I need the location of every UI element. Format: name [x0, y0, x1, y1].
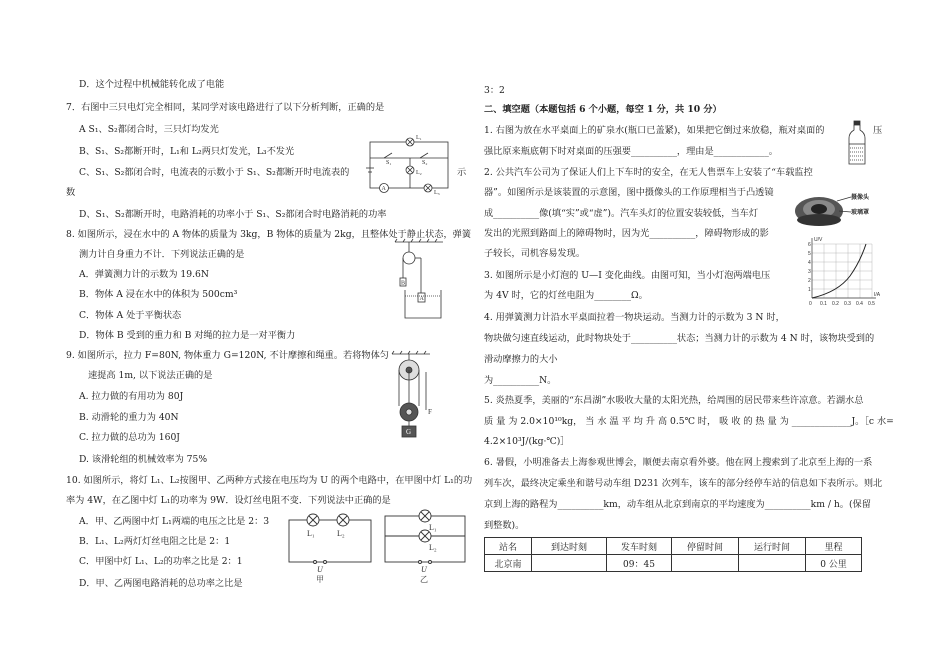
graph-y-tick-4: 4	[808, 260, 811, 266]
q10-yi-label-l1: L₁	[429, 523, 437, 532]
q8-option-b: B．物体 A 浸在水中的体积为 500cm³	[79, 289, 238, 300]
q8-spring-pulley-diagram	[393, 238, 453, 323]
q7-option-b: B、S₁、S₂都断开时，L₁和 L₂两只灯发光，L₃不发光	[79, 146, 295, 157]
table-header: 到达时刻	[532, 538, 607, 555]
q10-jia-label-l2: L₂	[337, 529, 345, 538]
q9-pulley-system-diagram	[390, 350, 440, 440]
q6-option-d: D．这个过程中机械能转化成了电能	[79, 79, 225, 90]
q8-stem-cont: 测力计自身重力不计．下列说法正确的是	[79, 249, 245, 260]
q9-option-d: D. 该滑轮组的机械效率为 75%	[79, 454, 208, 465]
fill-q1-line2: 强比原来瓶底朝下时对桌面的压强要__________，理由是____________。	[484, 146, 778, 157]
fill-q6-line4: 到整数)。	[484, 520, 525, 531]
q10-option-d-answer: 3：2	[484, 85, 505, 96]
graph-x-axis-label: I/A	[874, 292, 880, 298]
q9-stem-cont: 速提高 1m, 以下说法正确的是	[88, 370, 213, 381]
q10-option-d: D．甲、乙两图电路消耗的总功率之比是	[79, 578, 243, 589]
table-header: 停留时间	[672, 538, 739, 555]
q7-option-a: A S₁、S₂都闭合时，三只灯均发光	[79, 124, 219, 135]
q7-label-l3: L₃	[434, 190, 440, 196]
fill-q3-line2: 为 4V 时，它的灯丝电阻为________Ω。	[484, 290, 648, 301]
graph-y-tick-2: 2	[808, 278, 811, 284]
bus-camera-figure	[793, 187, 875, 237]
q9-label-f: F	[428, 408, 432, 416]
q8-stem: 8. 如图所示，浸在水中的 A 物体的质量为 3kg，B 物体的质量为 2kg，且整体处于静止状态，弹簧	[66, 229, 472, 240]
graph-y-tick-3: 3	[808, 269, 811, 275]
q8-label-b: B	[401, 280, 406, 287]
q7-label-ammeter: A	[381, 186, 386, 192]
table-cell: 0 公里	[806, 555, 862, 572]
q9-stem: 9. 如图所示，拉力 F=80N, 物体重力 G=120N, 不计摩擦和绳重。若将物体匀	[66, 350, 389, 361]
table-cell: 09：45	[607, 555, 672, 572]
fill-q2-line4: 发出的光照到路面上的障碍物时，因为光__________，障碍物形成的影	[484, 228, 769, 239]
q10-circuit-diagrams	[285, 508, 475, 583]
graph-x-tick-5: 0.5	[868, 301, 875, 307]
camera-label: 摄像头	[851, 195, 870, 201]
graph-y-axis-label: U/V	[814, 237, 823, 243]
q7-option-c-cont: 数	[66, 187, 76, 198]
section-2-title: 二、填空题（本题包括 6 个小题，每空 1 分，共 10 分）	[484, 104, 722, 115]
table-header: 运行时间	[739, 538, 806, 555]
q7-circuit-diagram	[360, 130, 455, 200]
q7-option-d: D、S₁、S₂都断开时，电路消耗的功率小于 S₁、S₂都闭合时电路消耗的功率	[79, 209, 387, 220]
q7-label-l1: L₁	[416, 135, 422, 141]
fill-q6-line3: 京到上海的路程为__________km，动车组从北京到南京的平均速度为__________km / h。(保留	[484, 499, 871, 510]
fill-q1-line1: 1. 右图为放在水平桌面上的矿泉水(瓶口已盖紧)，如果把它倒过来放稳，瓶对桌面的	[484, 125, 825, 136]
q10-jia-label: 甲	[316, 575, 324, 583]
fill-q2-line2: 器”。如图所示是该装置的示意图，图中摄像头的工作原理相当于凸透镜	[484, 187, 774, 198]
table-header: 发车时刻	[607, 538, 672, 555]
graph-x-tick-2: 0.2	[832, 301, 839, 307]
fill-q4-line2: 物块做匀速直线运动，此时物块处于__________状态；当测力计的示数为 4 N 时，该物块受到的	[484, 333, 875, 344]
q10-yi-label-l2: L₂	[429, 543, 437, 552]
q9-option-c: C. 拉力做的总功为 160J	[79, 432, 180, 443]
q7-option-c-end: 示	[457, 167, 467, 178]
fill-q6-line2: 列车次，最终决定乘坐和谐号动车组 D231 次列车，该车的部分经停车站的信息如下表所示。则北	[484, 478, 883, 489]
q7-label-s1: S₁	[386, 160, 392, 166]
q8-option-c: C．物体 A 处于平衡状态	[79, 310, 182, 321]
table-header-row	[485, 538, 862, 555]
q8-option-a: A．弹簧测力计的示数为 19.6N	[79, 269, 209, 280]
fill-q3-line1: 3. 如图所示是小灯泡的 U—I 变化曲线。由图可知，当小灯泡两端电压	[484, 270, 771, 281]
fill-q2-line1: 2. 公共汽车公司为了保证人们上下车时的安全，在无人售票车上安装了“车载监控	[484, 167, 813, 178]
q10-option-a: A．甲、乙两图中灯 L₁两端的电压之比是 2：3	[79, 516, 270, 527]
table-row	[485, 555, 862, 572]
q7-stem: 7．右图中三只电灯完全相同，某同学对该电路进行了以下分析判断，正确的是	[66, 102, 385, 113]
fill-q2-line5: 子较长，司机容易发现。	[484, 248, 586, 259]
q9-option-a: A. 拉力做的有用功为 80J	[79, 391, 184, 402]
table-cell	[672, 555, 739, 572]
q10-option-c: C．甲图中灯 L₁、L₂的功率之比是 2：1	[79, 556, 243, 567]
q10-jia-label-u: U	[317, 565, 323, 574]
q10-yi-label: 乙	[420, 575, 428, 583]
bulb-u-i-graph	[798, 236, 880, 308]
graph-x-tick-0: 0	[809, 301, 812, 307]
q8-option-d: D．物体 B 受到的重力和 B 对绳的拉力是一对平衡力	[79, 330, 296, 341]
table-header: 里程	[806, 538, 862, 555]
fill-q1-line1-end: 压	[873, 125, 883, 136]
q7-label-s2: S₂	[422, 160, 428, 166]
fill-q4-line4: 为__________N。	[484, 375, 557, 386]
fill-q4-line3: 滑动摩擦力的大小	[484, 354, 558, 365]
fill-q5-line2: 质 量 为 2.0×10¹⁰kg， 当 水 温 平 均 升 高 0.5℃ 时， 吸 收 的 热 量 为 _____________J。［c 水=	[484, 416, 894, 427]
q10-yi-label-u: U	[421, 565, 427, 574]
water-bottle-figure	[846, 120, 868, 165]
q7-label-l2: L₂	[416, 170, 422, 176]
train-schedule-table	[484, 537, 862, 572]
fill-q5-line3: 4.2×10³J/(kg·℃)］	[484, 436, 570, 447]
q8-label-a: A	[419, 296, 424, 302]
fill-q2-line3: 成__________像(填“实”或“虚”)。汽车头灯的位置安装较低，当车灯	[484, 208, 759, 219]
table-cell: 北京南	[485, 555, 532, 572]
glass-cover-label: 玻璃罩	[851, 210, 870, 216]
q9-label-g: G	[406, 428, 412, 436]
q10-stem: 10. 如图所示，将灯 L₁、L₂按图甲、乙两种方式接在电压均为 U 的两个电路中，在甲图中灯 L₁的功	[66, 475, 473, 486]
fill-q6-line1: 6. 暑假，小明准备去上海参观世博会，顺便去南京看外婆。他在网上搜索到了北京至上海的一系	[484, 457, 873, 468]
graph-x-tick-3: 0.3	[844, 301, 851, 307]
graph-x-tick-4: 0.4	[856, 301, 863, 307]
q10-stem-cont: 率为 4W，在乙图中灯 L₁的功率为 9W．设灯丝电阻不变．下列说法中正确的是	[66, 495, 391, 506]
q7-option-c: C、S₁、S₂都闭合时，电流表的示数小于 S₁、S₂都断开时电流表的	[79, 167, 350, 178]
table-header: 站名	[485, 538, 532, 555]
graph-y-tick-1: 1	[808, 287, 811, 293]
fill-q4-line1: 4. 用弹簧测力计沿水平桌面拉着一物块运动。当测力计的示数为 3 N 时，	[484, 312, 785, 323]
q9-option-b: B. 动滑轮的重力为 40N	[79, 412, 179, 423]
graph-y-tick-6: 6	[808, 242, 811, 248]
table-cell	[739, 555, 806, 572]
fill-q5-line1: 5. 炎热夏季，美丽的“东昌湖”水吸收大量的太阳光热，给周围的居民带来些许凉意。若湖水总	[484, 395, 864, 406]
table-cell	[532, 555, 607, 572]
graph-y-tick-5: 5	[808, 251, 811, 257]
q10-jia-label-l1: L₁	[307, 529, 315, 538]
graph-x-tick-1: 0.1	[820, 301, 827, 307]
q10-option-b: B．L₁、L₂两灯灯丝电阻之比是 2：1	[79, 536, 231, 547]
